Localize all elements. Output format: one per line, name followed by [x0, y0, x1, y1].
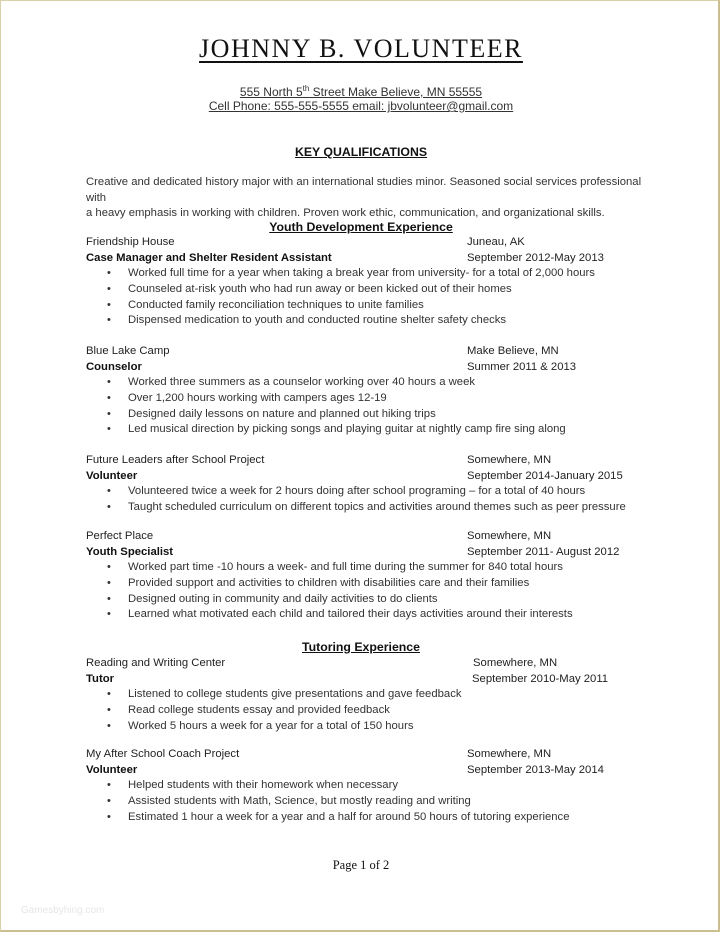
address-text-rest: Street Make Believe, MN 55555	[309, 85, 483, 99]
job-entry-future-leaders	[86, 453, 626, 516]
bullet-icon: •	[107, 592, 111, 605]
org-name: Friendship House	[86, 236, 175, 248]
job-entry-friendship-house	[86, 235, 626, 329]
bullet-icon: •	[107, 794, 111, 807]
contact-line: Cell Phone: 555-555-5555 email: jbvolunteer@gmail.com	[208, 99, 514, 113]
bullet-item: • Conducted family reconciliation techniques to unite families	[107, 298, 424, 311]
address-text: 555 North 5	[239, 85, 303, 99]
bullet-item: • Taught scheduled curriculum on different topics and activities around themes such as peer pressure	[107, 500, 626, 513]
bullet-item: • Helped students with their homework when necessary	[107, 779, 399, 791]
address-line	[1, 81, 720, 100]
bullet-item: • Assisted students with Math, Science, but mostly reading and writing	[107, 794, 471, 807]
job-title: Case Manager and Shelter Resident Assistant	[86, 251, 332, 264]
org-name: Future Leaders after School Project	[86, 454, 265, 466]
bullet-icon: •	[107, 719, 111, 732]
summary-line: a heavy emphasis in working with children. Proven work ethic, communication, and organizational skills.	[86, 207, 605, 219]
bullet-icon: •	[107, 688, 111, 700]
bullet-icon: •	[107, 314, 111, 327]
page-number: Page 1 of 2	[332, 858, 390, 872]
bullet-icon: •	[107, 810, 111, 823]
bullet-item: • Read college students essay and provided feedback	[107, 703, 390, 716]
bullet-icon: •	[107, 608, 111, 621]
watermark: Gamesbyhing.com	[21, 905, 105, 916]
bullet-item: • Worked three summers as a counselor working over 40 hours a week	[107, 376, 476, 388]
bullet-icon: •	[107, 423, 111, 436]
bullet-item: • Worked 5 hours a week for a year for a total of 150 hours	[107, 719, 414, 732]
bullet-icon: •	[107, 298, 111, 311]
job-entry-perfect-place	[86, 529, 626, 623]
bullet-icon: •	[107, 267, 111, 279]
bullet-item: • Worked full time for a year when taking a break year from university- for a total of 2,000 hours	[107, 267, 595, 279]
org-location: Somewhere, MN	[467, 454, 552, 466]
bullet-icon: •	[107, 407, 111, 420]
qualifications-heading: KEY QUALIFICATIONS	[294, 145, 428, 159]
job-title: Volunteer	[86, 469, 138, 482]
job-entry-after-school-coach	[86, 747, 626, 825]
bullet-icon: •	[107, 576, 111, 589]
job-dates: September 2012-May 2013	[467, 251, 604, 264]
resume-name: JOHNNY B. VOLUNTEER	[199, 34, 523, 63]
bullet-item: • Listened to college students give presentations and gave feedback	[107, 688, 462, 700]
org-location: Somewhere, MN	[467, 530, 552, 542]
job-dates: September 2014-January 2015	[467, 469, 623, 482]
job-dates: September 2013-May 2014	[467, 763, 604, 776]
bullet-icon: •	[107, 376, 111, 388]
bullet-item: • Worked part time -10 hours a week- and full time during the summer for 840 total hours	[107, 561, 563, 573]
org-name: My After School Coach Project	[86, 748, 240, 760]
bullet-icon: •	[107, 500, 111, 513]
bullet-item: • Learned what motivated each child and tailored their days activities around their interests	[107, 608, 573, 621]
job-title: Counselor	[86, 360, 142, 373]
bullet-item: • Designed daily lessons on nature and planned out hiking trips	[107, 407, 436, 420]
job-dates: September 2010-May 2011	[472, 672, 609, 685]
org-location: Make Believe, MN	[467, 345, 559, 357]
bullet-item: • Over 1,200 hours working with campers ages 12-19	[107, 391, 387, 404]
bullet-icon: •	[107, 561, 111, 573]
youth-section-heading: Youth Development Experience	[269, 220, 453, 234]
qualifications-summary	[86, 175, 646, 222]
org-name: Blue Lake Camp	[86, 345, 170, 357]
bullet-item: • Designed outing in community and daily activities to do clients	[107, 592, 438, 605]
org-name: Reading and Writing Center	[86, 657, 226, 669]
bullet-icon: •	[107, 703, 111, 716]
job-entry-blue-lake-camp	[86, 344, 626, 438]
bullet-icon: •	[107, 485, 111, 497]
bullet-item: • Counseled at-risk youth who had run away or been kicked out of their homes	[107, 282, 512, 295]
job-title: Tutor	[86, 672, 115, 685]
summary-line: Creative and dedicated history major with an international studies minor. Seasoned social services professional with	[86, 176, 642, 204]
bullet-item: • Provided support and activities to children with disabilities care and their families	[107, 576, 530, 589]
bullet-item: • Volunteered twice a week for 2 hours doing after school programing – for a total of 40 hours	[107, 485, 586, 497]
org-location: Juneau, AK	[467, 236, 525, 248]
bullet-item: • Led musical direction by picking songs and playing guitar at nightly camp fire sing along	[107, 423, 566, 436]
job-dates: Summer 2011 & 2013	[467, 360, 577, 373]
job-entry-reading-writing-center	[86, 656, 626, 734]
bullet-icon: •	[107, 779, 111, 791]
bullet-item: • Dispensed medication to youth and conducted routine shelter safety checks	[107, 314, 507, 327]
address-superscript: th	[302, 84, 310, 93]
bullet-item: • Estimated 1 hour a week for a year and a half for around 50 hours of tutoring experience	[107, 810, 570, 823]
job-title: Volunteer	[86, 763, 138, 776]
bullet-icon: •	[107, 391, 111, 404]
org-location: Somewhere, MN	[467, 748, 552, 760]
job-dates: September 2011- August 2012	[467, 545, 620, 558]
tutoring-section-heading: Tutoring Experience	[302, 640, 420, 654]
job-title: Youth Specialist	[86, 545, 174, 558]
bullet-icon: •	[107, 282, 111, 295]
org-location: Somewhere, MN	[473, 657, 558, 669]
org-name: Perfect Place	[86, 530, 154, 542]
